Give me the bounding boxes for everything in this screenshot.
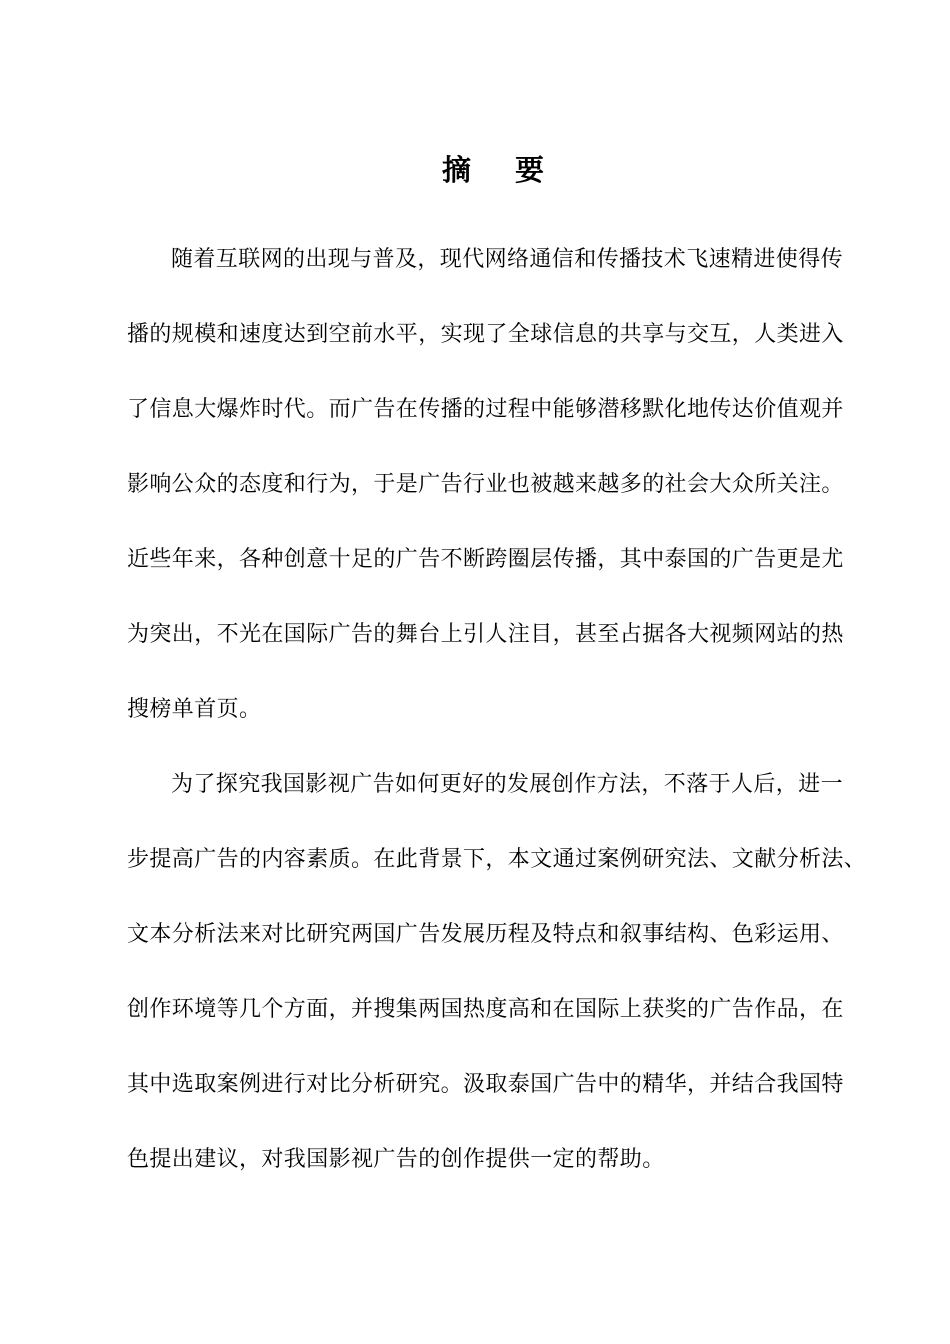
text-line: 文本分析法来对比研究两国广告发展历程及特点和叙事结构、色彩运用、 [127,922,844,947]
text-line: 影响公众的态度和行为，于是广告行业也被越来越多的社会大众所关注。 [127,472,844,497]
abstract-body [127,222,867,1197]
text-line: 播的规模和速度达到空前水平，实现了全球信息的共享与交互，人类进入 [127,322,844,347]
paragraph-1 [127,222,867,747]
text-line: 步提高广告的内容素质。在此背景下，本文通过案例研究法、文献分析法、 [127,847,867,872]
text-line: 创作环境等几个方面，并搜集两国热度高和在国际上获奖的广告作品，在 [127,997,844,1022]
text-line: 其中选取案例进行对比分析研究。汲取泰国广告中的精华，并结合我国特 [127,1072,844,1097]
title-char-2: 要 [515,153,547,187]
text-line: 色提出建议，对我国影视广告的创作提供一定的帮助。 [127,1147,665,1172]
text-line: 为了探究我国影视广告如何更好的发展创作方法，不落于人后，进一 [171,772,844,797]
text-line: 了信息大爆炸时代。而广告在传播的过程中能够潜移默化地传达价值观并 [127,397,844,422]
paragraph-2 [127,747,867,1197]
title-char-1: 摘 [441,153,473,187]
text-line: 搜榜单首页。 [127,697,262,722]
text-line: 近些年来，各种创意十足的广告不断跨圈层传播，其中泰国的广告更是尤 [127,547,844,572]
text-line: 为突出，不光在国际广告的舞台上引人注目，甚至占据各大视频网站的热 [127,622,844,647]
text-line: 随着互联网的出现与普及，现代网络通信和传播技术飞速精进使得传 [171,247,844,272]
page-title [0,150,950,190]
